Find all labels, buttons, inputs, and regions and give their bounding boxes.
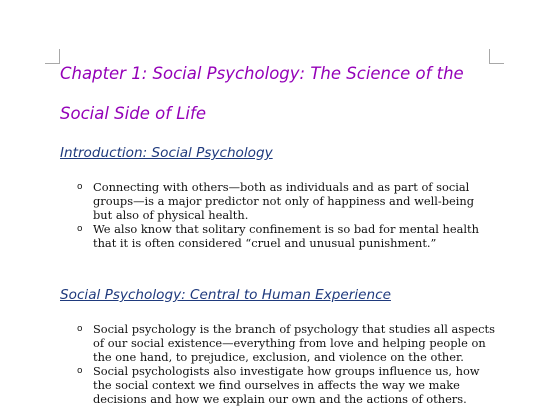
list-item <box>76 222 496 250</box>
list-item <box>76 364 496 406</box>
crop-mark-top-left <box>45 49 60 64</box>
list-item-text: Connecting with others—both as individuals and as part of social groups—is a major predictor not only of happiness and well-being but also of physical health. <box>93 180 475 222</box>
list-item <box>76 180 496 222</box>
list-item <box>76 322 496 364</box>
bullet-list-introduction <box>76 180 496 250</box>
bullet-circle-icon: o <box>77 182 83 192</box>
bullet-list-central <box>76 322 496 406</box>
chapter-title-line-2: Social Side of Life <box>60 104 206 123</box>
bullet-circle-icon: o <box>77 366 83 376</box>
bullet-circle-icon: o <box>77 224 83 234</box>
section-heading-introduction: Introduction: Social Psychology <box>60 145 273 161</box>
section-heading-central: Social Psychology: Central to Human Experience <box>60 287 391 303</box>
bullet-circle-icon: o <box>77 324 83 334</box>
chapter-title-line-1: Chapter 1: Social Psychology: The Science of the <box>60 64 464 83</box>
list-item-text: Social psychologists also investigate how groups influence us, how the social context we find ourselves in affects the way we make decisions and how we explain our own and the actions of others. <box>93 364 480 406</box>
list-item-text: Social psychology is the branch of psychology that studies all aspects of our social existence—everything from love and helping people on the one hand, to prejudice, exclusion, and violence on the other. <box>93 322 495 364</box>
list-item-text: We also know that solitary confinement is so bad for mental health that it is often considered “cruel and unusual punishment.” <box>93 222 479 250</box>
crop-mark-top-right <box>489 49 504 64</box>
